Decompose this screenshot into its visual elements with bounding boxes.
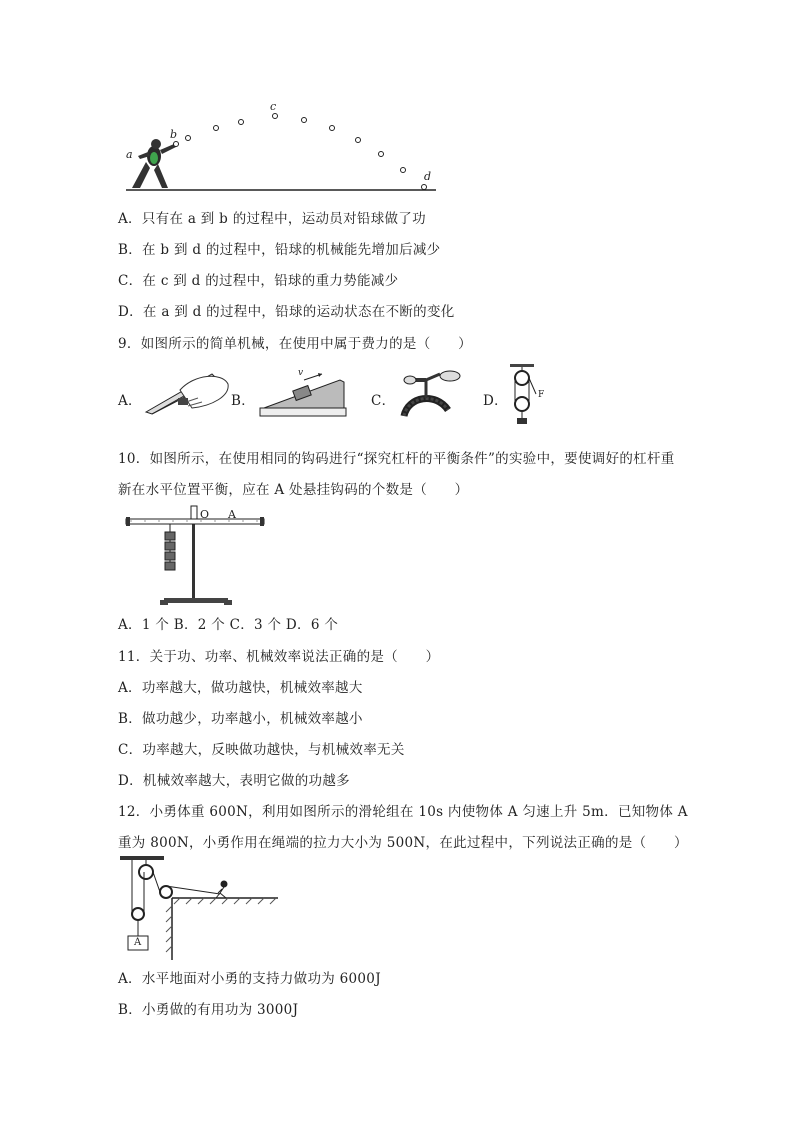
inclined-plane-figure xyxy=(258,368,350,418)
q11-option-b: B．做功越少，功率越小，机械效率越小 xyxy=(118,711,363,727)
lever-figure xyxy=(120,504,270,608)
q9-stem: 9．如图所示的简单机械，在使用中属于费力的是（ ） xyxy=(118,336,472,352)
q12-stem-line1: 12．小勇体重 600N，利用如图所示的滑轮组在 10s 内使物体 A 匀速上升 5m．已知物体 A xyxy=(118,804,688,820)
q10-stem-line2: 新在水平位置平衡，应在 A 处悬挂钩码的个数是（ ） xyxy=(118,482,469,498)
label-block-a: A xyxy=(134,937,142,948)
q12-option-a: A．水平地面对小勇的支持力做功为 6000J xyxy=(118,971,381,987)
q12-stem-line2: 重为 800N，小勇作用在绳端的拉力大小为 500N，在此过程中，下列说法正确的是（ ） xyxy=(118,835,688,851)
q11-option-d: D．机械效率越大，表明它做的功越多 xyxy=(118,773,350,789)
label-o: O xyxy=(200,508,210,521)
label-a: a xyxy=(126,148,133,161)
label-d: d xyxy=(424,170,432,183)
q11-option-c: C．功率越大，反映做功越快，与机械效率无关 xyxy=(118,742,405,758)
q9-option-b-label: B． xyxy=(231,393,256,409)
pulley-system-figure xyxy=(120,856,280,960)
q12-option-b: B．小勇做的有用功为 3000J xyxy=(118,1002,299,1018)
athlete-icon xyxy=(132,139,179,188)
q8-option-a: A．只有在 a 到 b 的过程中，运动员对铅球做了功 xyxy=(118,211,426,227)
shot-put-figure xyxy=(118,100,440,196)
bicycle-handlebar-figure xyxy=(396,366,464,420)
pulley-figure xyxy=(506,364,550,432)
q9-option-d-label: D． xyxy=(483,393,508,409)
q11-stem: 11．关于功、功率、机械效率说法正确的是（ ） xyxy=(118,649,440,665)
q8-option-c: C．在 c 到 d 的过程中，铅球的重力势能减少 xyxy=(118,273,399,289)
q8-option-b: B．在 b 到 d 的过程中，铅球的机械能先增加后减少 xyxy=(118,242,441,258)
person-icon xyxy=(216,881,227,898)
label-c: c xyxy=(270,100,277,113)
tweezers-figure xyxy=(142,368,232,416)
label-f: F xyxy=(538,390,545,400)
q10-stem-line1: 10．如图所示，在使用相同的钩码进行“探究杠杆的平衡条件”的实验中，要使调好的杠杆重 xyxy=(118,451,675,467)
q10-options: A．1 个 B．2 个 C．3 个 D．6 个 xyxy=(118,617,339,633)
q11-option-a: A．功率越大，做功越快，机械效率越大 xyxy=(118,680,363,696)
label-b: b xyxy=(170,128,178,141)
q8-option-d: D．在 a 到 d 的过程中，铅球的运动状态在不断的变化 xyxy=(118,304,455,320)
q9-option-a-label: A． xyxy=(118,393,142,409)
label-v: v xyxy=(298,368,304,378)
q9-option-c-label: C． xyxy=(371,393,396,409)
label-a-point: A xyxy=(228,508,236,521)
trajectory-dots xyxy=(186,114,427,190)
